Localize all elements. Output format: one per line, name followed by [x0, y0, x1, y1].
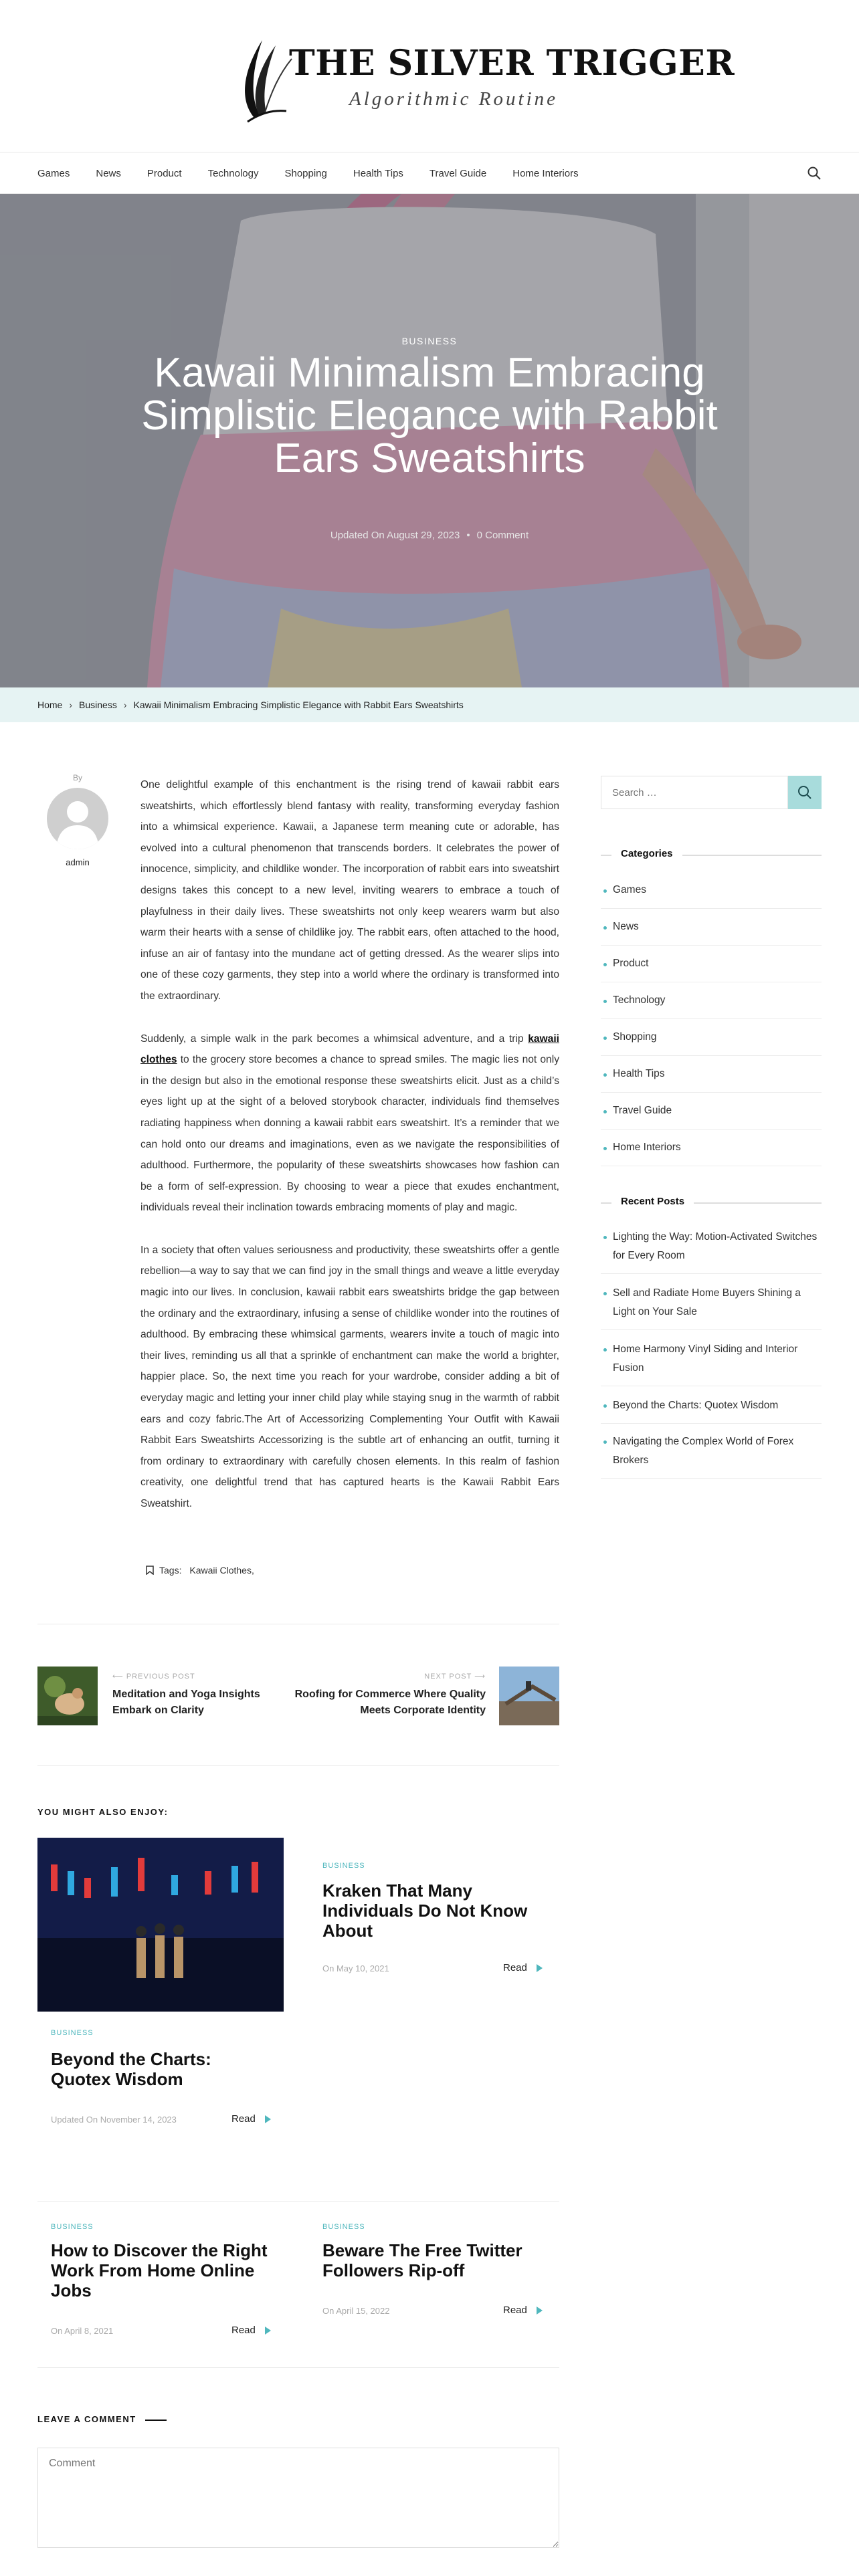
search-icon [788, 776, 822, 809]
category-label: Product [613, 958, 649, 969]
nav-item-games[interactable]: Games [37, 167, 70, 179]
sidebar-category-travel-guide[interactable] [601, 1093, 822, 1130]
previous-post-label [112, 1672, 195, 1681]
related-thumbnail[interactable] [37, 1838, 284, 2012]
post-date: Updated On August 29, 2023 [330, 530, 460, 541]
nav-item-travel-guide[interactable]: Travel Guide [429, 167, 487, 179]
site-tagline: Algorithmic Routine [349, 88, 558, 110]
heading-underline [145, 2420, 167, 2421]
category-label: Shopping [613, 1031, 657, 1043]
triangle-right-icon [537, 1964, 543, 1972]
category-label: News [613, 921, 639, 932]
avatar[interactable] [47, 788, 108, 849]
recent-post-item[interactable] [601, 1228, 822, 1274]
recent-post-label: Beyond the Charts: Quotex Wisdom [613, 1400, 779, 1411]
recent-posts-widget-title [601, 1196, 822, 1209]
sidebar-category-news[interactable] [601, 909, 822, 946]
sidebar-category-product[interactable] [601, 946, 822, 982]
site-title[interactable]: THE SILVER TRIGGER [289, 43, 735, 84]
comment-count[interactable]: 0 Comment [476, 530, 529, 541]
nav-item-health-tips[interactable]: Health Tips [353, 167, 403, 179]
related-category[interactable]: BUSINESS [322, 2223, 365, 2231]
sidebar-category-technology[interactable] [601, 982, 822, 1019]
recent-post-item[interactable] [601, 1284, 822, 1330]
nav-item-technology[interactable]: Technology [207, 167, 259, 179]
tags-label: Tags: [159, 1565, 182, 1576]
site-header [0, 0, 859, 152]
author-box [37, 773, 118, 867]
recent-post-label: Home Harmony Vinyl Siding and Interior Fusion [613, 1344, 798, 1374]
chevron-right-icon: › [123, 700, 127, 710]
arrow-right-icon: ⟶ [472, 1673, 486, 1681]
categories-widget-title [601, 848, 822, 861]
recent-post-item[interactable] [601, 1340, 822, 1386]
read-more-link[interactable] [503, 2304, 543, 2316]
search-icon[interactable] [807, 166, 822, 181]
feather-logo-icon [227, 32, 294, 126]
post-tags [146, 1565, 254, 1576]
categories-title: Categories [611, 848, 682, 859]
divider [37, 1765, 559, 1766]
recent-posts-title: Recent Posts [611, 1196, 694, 1207]
site-branding[interactable] [227, 32, 735, 126]
previous-post-label-text: PREVIOUS POST [126, 1673, 195, 1681]
category-label: Home Interiors [613, 1142, 681, 1153]
related-heading: YOU MIGHT ALSO ENJOY: [37, 1807, 169, 1817]
bullet [603, 1236, 607, 1239]
sidebar-category-shopping[interactable] [601, 1019, 822, 1056]
breadcrumb-category[interactable]: Business [79, 700, 117, 710]
related-date: On April 8, 2021 [51, 2326, 114, 2336]
nav-item-shopping[interactable]: Shopping [284, 167, 327, 179]
comment-heading-text: LEAVE A COMMENT [37, 2414, 136, 2424]
read-more-label: Read [503, 2304, 527, 2316]
bookmark-icon [146, 1566, 154, 1575]
bullet [603, 1000, 607, 1003]
bullet [603, 1348, 607, 1352]
bullet [603, 1037, 607, 1040]
main-navigation [0, 152, 859, 194]
next-post-label-text: NEXT POST [424, 1673, 472, 1681]
nav-item-home-interiors[interactable]: Home Interiors [512, 167, 579, 179]
related-date: On April 15, 2022 [322, 2306, 390, 2316]
bullet [603, 1110, 607, 1113]
nav-item-product[interactable]: Product [147, 167, 182, 179]
hero-category[interactable]: BUSINESS [401, 336, 458, 346]
triangle-right-icon [537, 2306, 543, 2315]
related-category[interactable]: BUSINESS [322, 1862, 365, 1870]
read-more-link[interactable] [231, 2113, 271, 2125]
bullet [603, 1147, 607, 1150]
paragraph-text: Suddenly, a simple walk in the park becomes a whimsical adventure, and a trip [140, 1033, 529, 1045]
paragraph: In a society that often values seriousness and productivity, these sweatshirts offer a gentle rebellion—a way to say that we can find joy in the small things and weave a little everyday magic into our lives. In conclusion, kawaii rabbit ears sweatshirts bridge the gap between the ordinary and the extraordinary, infusing a sense of childlike wonder into the routines of adulthood. By embracing these whimsical garments, wearers invite a touch of magic into their lives, reminding us all that a sprinkle of enchantment can make the world a brighter, happier place. So, the next time you reach for your wardrobe, consider adding a bit of everyday magic and letting your inner child play while staying snug in the warmth of rabbit ears and cozy fabric.The Art of Accessorizing Complementing Your Outfit with Kawaii Rabbit Ears Sweatshirts Accessorizing is the subtle art of enhancing an outfit, turning it from ordinary to extraordinary with carefully chosen elements. In this realm of fashion creativity, one delightful trend that has captured hearts is the Kawaii Rabbit Ears Sweatshirt. [140, 1244, 559, 1509]
read-more-label: Read [503, 1962, 527, 1973]
read-more-label: Read [231, 2325, 256, 2336]
comment-heading [37, 2414, 167, 2424]
category-label: Games [613, 884, 646, 895]
bullet [603, 1404, 607, 1408]
read-more-label: Read [231, 2113, 256, 2125]
category-label: Health Tips [613, 1068, 665, 1079]
post-meta [0, 530, 859, 541]
hero-banner [0, 194, 859, 687]
related-category[interactable]: BUSINESS [51, 2223, 94, 2231]
post-title: Kawaii Minimalism Embracing Simplistic Elegance with Rabbit Ears Sweatshirts [141, 350, 718, 481]
sidebar-search [601, 776, 822, 809]
related-title[interactable]: How to Discover the Right Work From Home Online Jobs [51, 2240, 268, 2300]
recent-post-item[interactable] [601, 1432, 822, 1479]
paragraph [140, 1029, 559, 1218]
kawaii-clothes-link[interactable]: kawaii clothes [140, 1033, 559, 1066]
search-button[interactable] [788, 776, 822, 809]
breadcrumb [0, 687, 859, 722]
read-more-link[interactable] [503, 1962, 543, 1973]
sidebar-category-games[interactable] [601, 872, 822, 909]
bullet [603, 926, 607, 930]
triangle-right-icon [265, 2115, 271, 2123]
bullet [603, 1292, 607, 1295]
next-post-title[interactable]: Roofing for Commerce Where Quality Meets Corporate Identity [294, 1689, 486, 1716]
author-name[interactable]: admin [66, 857, 90, 867]
paragraph-text: to the grocery store becomes a chance to spread smiles. The magic lies not only in the design but also in the emotional response these sweatshirts elicit. Just as a child’s eyes light up at the sight of a beloved storybook character, individuals find themselves radiating happiness when donning a kawaii rabbit ears sweatshirt. It’s a reminder that we can hold onto our dreams and imaginations, even as we navigate the responsibilities of adulthood. Furthermore, the popularity of these sweatshirts showcases how fashion can be a form of self-expression. By choosing to wear a piece that exudes enchantment, individuals reveal their inclination towards embracing moments of play and magic. [140, 1054, 559, 1214]
next-post-label [419, 1672, 486, 1681]
bullet [603, 963, 607, 966]
bullet [603, 889, 607, 893]
triangle-right-icon [265, 2327, 271, 2335]
arrow-left-icon: ⟵ [112, 1673, 126, 1681]
category-label: Technology [613, 994, 666, 1006]
related-title[interactable]: Beyond the Charts: Quotex Wisdom [51, 2049, 211, 2089]
recent-post-label: Lighting the Way: Motion-Activated Switches for Every Room [613, 1231, 818, 1261]
recent-post-label: Sell and Radiate Home Buyers Shining a Light on Your Sale [613, 1287, 801, 1317]
related-title[interactable]: Kraken That Many Individuals Do Not Know About [322, 1881, 528, 1941]
divider [37, 2367, 559, 2368]
related-category[interactable]: BUSINESS [51, 2029, 94, 2037]
recent-post-label: Navigating the Complex World of Forex Brokers [613, 1436, 794, 1466]
trading-screen-image [37, 1838, 284, 2012]
sidebar-category-health-tips[interactable] [601, 1056, 822, 1093]
paragraph: One delightful example of this enchantment is the rising trend of kawaii rabbit ears sweatshirts, which effortlessly blend fantasy with reality, transforming everyday fashion into a whimsical experience. Kawaii, a Japanese term meaning cute or adorable, has evolved into a cultural phenomenon that transcends borders. It celebrates the power of innocence, simplicity, and childlike wonder. The incorporation of rabbit ears into sweatshirt designs takes this concept to a new level, inviting wearers to embrace a touch of playfulness in their daily lives. These sweatshirts not only keep wearers warm but also warm their hearts with a sense of childlike joy. The rabbit ears, often attached to the hood, infuse an air of fantasy into the mundane act of getting dressed. As the wearer slips into one of these cozy garments, they step into a world where the ordinary is transformed into the extraordinary. [140, 779, 559, 1002]
recent-post-item[interactable] [601, 1396, 822, 1424]
nav-menu [37, 152, 605, 194]
meta-separator: • [466, 530, 470, 541]
breadcrumb-current: Kawaii Minimalism Embracing Simplistic Elegance with Rabbit Ears Sweatshirts [133, 700, 464, 710]
post-content [140, 774, 559, 1536]
related-title[interactable]: Beware The Free Twitter Followers Rip-off [322, 2240, 522, 2280]
nav-item-news[interactable]: News [96, 167, 121, 179]
next-post-thumbnail[interactable] [499, 1667, 559, 1725]
bullet [603, 1073, 607, 1077]
comment-textarea[interactable] [37, 2448, 559, 2548]
read-more-link[interactable] [231, 2325, 271, 2336]
category-label: Travel Guide [613, 1105, 672, 1116]
user-silhouette-icon [47, 788, 108, 849]
chevron-right-icon: › [69, 700, 73, 710]
sidebar-category-home-interiors[interactable] [601, 1130, 822, 1166]
related-date: On May 10, 2021 [322, 1963, 389, 1973]
previous-post-thumbnail[interactable] [37, 1667, 98, 1725]
bullet [603, 1440, 607, 1444]
tag-link[interactable]: Kawaii Clothes, [189, 1565, 254, 1576]
previous-post-title[interactable]: Meditation and Yoga Insights Embark on Clarity [112, 1689, 260, 1716]
author-by-label: By [72, 773, 82, 782]
search-input[interactable] [601, 776, 788, 809]
breadcrumb-home[interactable]: Home [37, 700, 63, 710]
related-date: Updated On November 14, 2023 [51, 2115, 177, 2125]
